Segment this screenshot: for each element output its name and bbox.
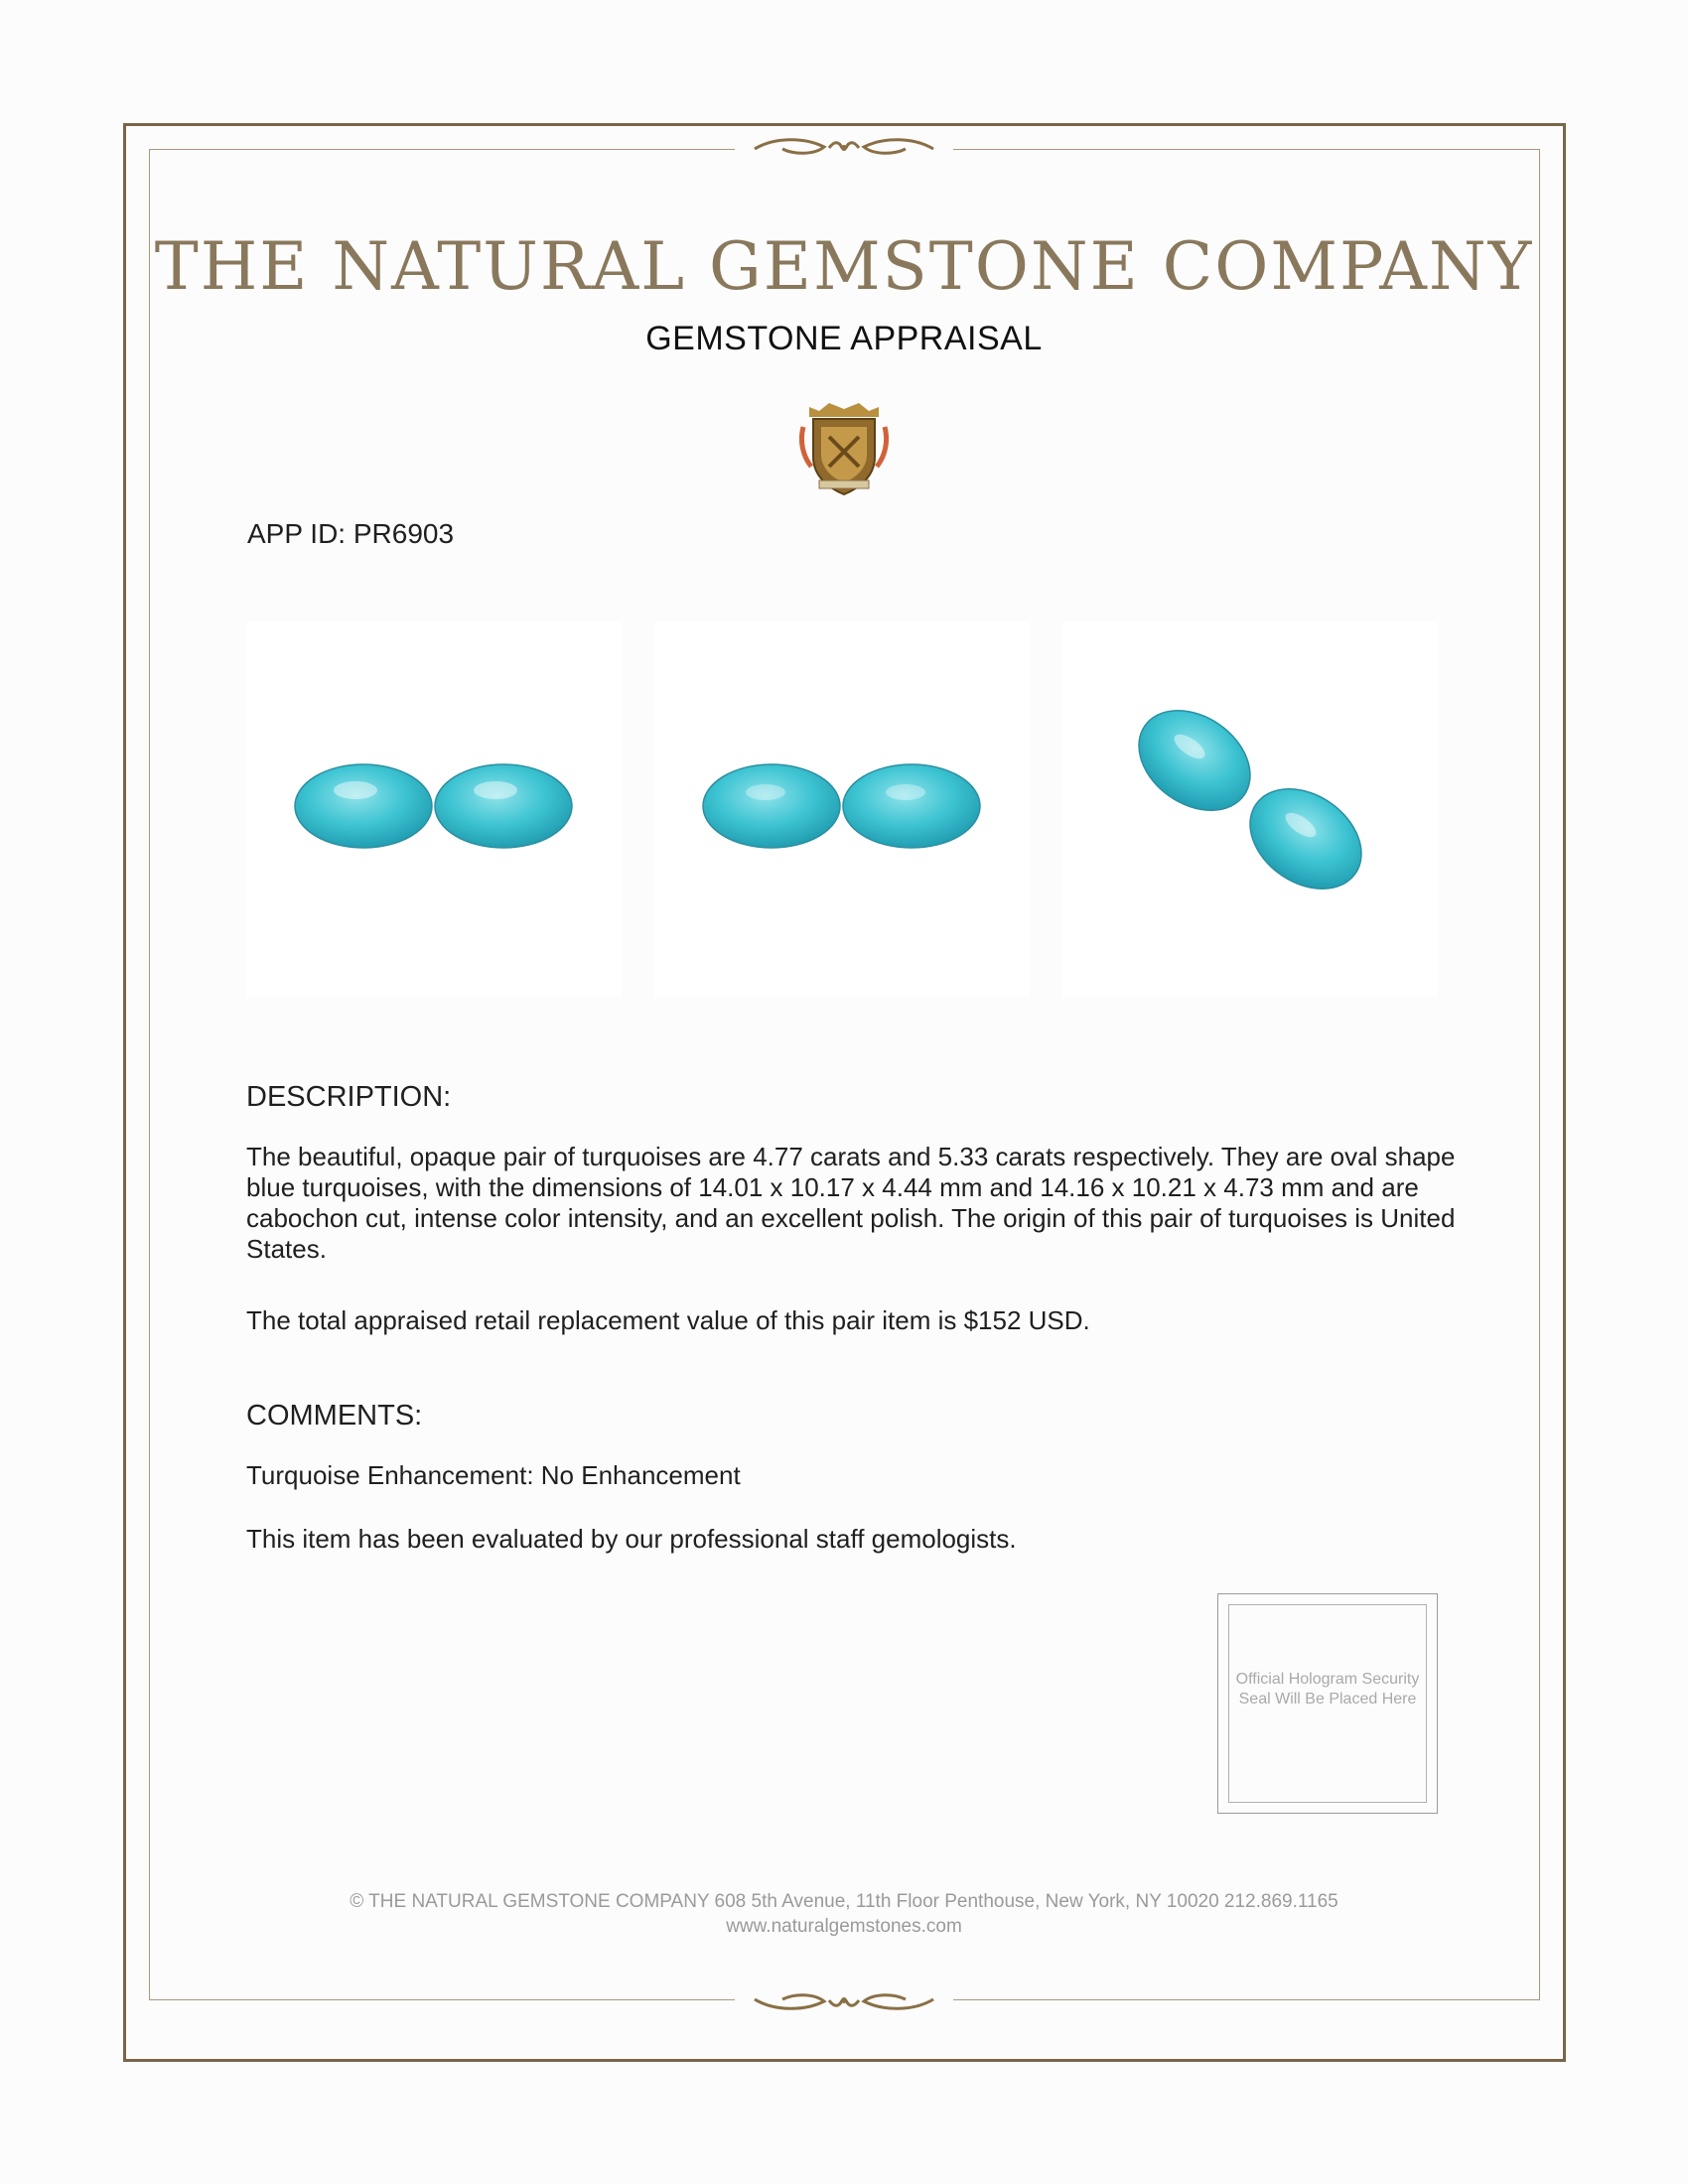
crest-logo	[799, 397, 889, 498]
bottom-flourish-ornament	[735, 1985, 953, 2015]
gem-photo-front	[246, 621, 622, 997]
comments-heading: COMMENTS:	[246, 1400, 423, 1432]
description-heading: DESCRIPTION:	[246, 1081, 452, 1113]
appraised-value: The total appraised retail replacement value of this pair item is $152 USD.	[246, 1305, 1090, 1335]
description-text: The beautiful, opaque pair of turquoises are 4.77 carats and 5.33 carats respectively. They are oval shape blue turquoises, with the dimensions of 14.01 x 10.17 x 4.44 mm and 14.16 x 10.21 x 4.73 mm and are cabochon cut, intense color intensity, and an excellent polish. The origin of this pair of turquoises is United States.	[246, 1142, 1456, 1264]
gem-photo-angled	[1062, 621, 1438, 997]
footer-address: © THE NATURAL GEMSTONE COMPANY 608 5th Avenue, 11th Floor Penthouse, New York, NY 10020 212.869.1165	[350, 1891, 1338, 1912]
footer-website: www.naturalgemstones.com	[726, 1916, 962, 1937]
app-id: APP ID: PR6903	[247, 518, 455, 549]
top-flourish-ornament	[735, 133, 953, 163]
gem-photo-back	[654, 621, 1030, 997]
hologram-seal-box	[1217, 1593, 1438, 1814]
evaluation-note: This item has been evaluated by our professional staff gemologists.	[246, 1524, 1017, 1554]
document-title: GEMSTONE APPRAISAL	[645, 320, 1043, 357]
enhancement-note: Turquoise Enhancement: No Enhancement	[246, 1460, 741, 1490]
company-name: THE NATURAL GEMSTONE COMPANY	[154, 228, 1534, 305]
hologram-seal-text: Official Hologram Security Seal Will Be Placed Here	[1235, 1671, 1420, 1707]
